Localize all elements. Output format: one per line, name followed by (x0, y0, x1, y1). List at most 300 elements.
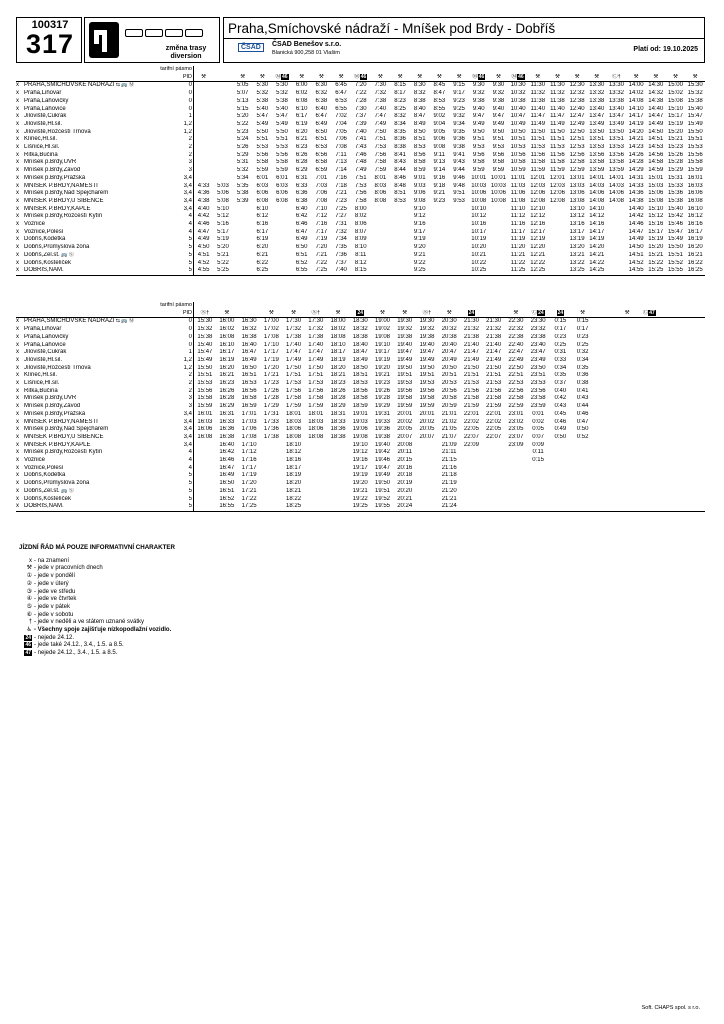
departure-time: 14:38 (648, 97, 664, 104)
trip-note: ⚒ (380, 309, 385, 316)
departure-time: 19:01 (352, 410, 368, 417)
departure-time: 5:22 (236, 120, 249, 127)
departure-time: 7:17 (315, 228, 328, 235)
departure-time: 19:51 (374, 487, 390, 494)
stop-name-label: Jíloviště,Cukrák (24, 113, 67, 120)
departure-time: 4:47 (197, 228, 210, 235)
departure-time (571, 465, 593, 473)
legend-symbol: ⑥ (26, 611, 32, 618)
departure-time: 19:33 (374, 418, 390, 425)
departure-time: 11:49 (530, 120, 546, 127)
departure-time: 6:23 (295, 144, 308, 151)
departure-time: 9:38 (492, 97, 505, 104)
departure-time: 21:53 (486, 380, 502, 387)
departure-time: 8:32 (394, 113, 406, 120)
departure-time (571, 480, 593, 488)
departure-time: 10:56 (510, 151, 526, 158)
departure-time: 15:21 (667, 136, 683, 143)
departure-time: 16:12 (687, 213, 703, 220)
departure-time (505, 496, 527, 504)
departure-time: 8:59 (413, 167, 426, 174)
departure-time (638, 426, 660, 434)
departure-time: 12:19 (530, 236, 546, 243)
departure-time: 9:05 (433, 128, 446, 135)
departure-time (233, 244, 253, 252)
departure-time (194, 442, 216, 450)
departure-time (683, 434, 705, 442)
departure-time: 6:53 (335, 97, 347, 104)
stop-name-label: Mníšek p.Brdy,Rozcestí Kytín (24, 213, 103, 220)
departure-time: 23:40 (530, 341, 546, 348)
departure-time: 18:19 (286, 472, 302, 479)
stop-name-label: MNÍŠEK P.BRDY,KAPLE (24, 441, 91, 448)
departure-time: 8:23 (394, 97, 406, 104)
departure-time: 16:03 (687, 182, 703, 189)
trip-note: Ⓢ† (311, 309, 321, 316)
table-row (16, 403, 705, 411)
departure-time: 9:01 (413, 174, 426, 181)
departure-time: 5:49 (276, 120, 288, 127)
departure-time: 22:07 (463, 433, 479, 440)
departure-time: 17:21 (263, 372, 279, 379)
departure-time: 10:25 (469, 267, 489, 275)
departure-time: 14:08 (589, 197, 605, 204)
table-row (16, 267, 705, 275)
departure-time: 7:25 (335, 205, 347, 212)
departure-time: 17:47 (286, 349, 302, 356)
departure-time: 9:13 (433, 159, 446, 166)
departure-time: 22:32 (508, 326, 524, 333)
departure-time (683, 365, 705, 373)
departure-time: 7:25 (312, 267, 332, 275)
departure-time (616, 419, 638, 427)
departure-time: 0:25 (554, 341, 567, 348)
departure-time (607, 252, 627, 260)
departure-time: 16:03 (197, 418, 213, 425)
departure-time (272, 267, 292, 275)
departure-time: 18:20 (286, 480, 302, 487)
departure-time: 0:31 (554, 349, 567, 356)
departure-time: 16:49 (219, 472, 235, 479)
departure-time (607, 244, 627, 252)
stop-name-label: Jíloviště,Hl.sil. (24, 356, 63, 363)
stop-name (24, 129, 152, 137)
departure-time: 18:51 (352, 372, 368, 379)
departure-time: 5:59 (276, 167, 288, 174)
departure-time (616, 334, 638, 342)
departure-time: 0:15 (549, 318, 571, 326)
departure-time: 7:02 (335, 113, 347, 120)
stop-name (24, 260, 152, 268)
departure-time: 14:06 (608, 190, 624, 197)
request-stop-mark: x (16, 97, 19, 104)
table-row (16, 318, 705, 326)
departure-time: 10:08 (490, 197, 506, 204)
departure-time: 18:38 (352, 333, 368, 340)
departure-time: 19:47 (397, 349, 413, 356)
stop-name (24, 442, 152, 450)
departure-time: 22:01 (463, 410, 479, 417)
departure-time (371, 229, 391, 237)
departure-time: 7:16 (335, 174, 347, 181)
departure-time: 13:03 (569, 182, 585, 189)
departure-time: 13:50 (608, 128, 624, 135)
departure-time: 19:38 (419, 333, 435, 340)
tariff-zone: 5 (152, 252, 194, 260)
departure-time: 5:56 (256, 151, 269, 158)
tariff-zone: 5 (152, 244, 194, 252)
table-row (16, 106, 705, 114)
departure-time (683, 318, 705, 326)
departure-time: 18:03 (286, 418, 302, 425)
departure-time: 19:08 (352, 433, 368, 440)
departure-time (430, 260, 450, 268)
departure-time (260, 442, 282, 450)
departure-time (327, 442, 349, 450)
departure-time: 13:22 (569, 259, 585, 266)
departure-time: 10:50 (510, 128, 526, 135)
departure-time: 0:15 (532, 457, 544, 464)
departure-time (548, 244, 568, 252)
departure-time: 22:07 (486, 433, 502, 440)
departure-time: 9:53 (472, 144, 485, 151)
departure-time (449, 260, 469, 268)
departure-time: 4:51 (197, 251, 210, 258)
departure-time: 18:03 (308, 418, 324, 425)
departure-time: 9:53 (492, 144, 505, 151)
stop-name-label: Mníšek p.Brdy,Pražská (24, 174, 86, 181)
departure-time (390, 229, 410, 237)
tariff-zone: 2 (152, 144, 194, 152)
departure-time: 0:25 (576, 341, 589, 348)
departure-time: 14:03 (608, 182, 624, 189)
departure-time (430, 213, 450, 221)
departure-time: 17:32 (286, 326, 302, 333)
departure-time (638, 449, 660, 457)
stop-name (24, 190, 152, 198)
table-row (16, 442, 705, 450)
departure-time: 20:32 (441, 326, 457, 333)
departure-time: 5:47 (256, 113, 269, 120)
departure-time (460, 480, 482, 488)
departure-time: 6:21 (256, 251, 269, 258)
departure-time (607, 260, 627, 268)
zone-label: tarifní pásmo (152, 66, 194, 74)
tariff-zone: 1 (152, 113, 194, 121)
stop-name (24, 488, 152, 496)
departure-time: 17:38 (263, 433, 279, 440)
departure-time: 7:49 (374, 120, 387, 127)
departure-time: 5:20 (236, 113, 249, 120)
departure-time (660, 326, 682, 334)
departure-time (549, 496, 571, 504)
departure-time: 18:08 (286, 433, 302, 440)
departure-time (371, 213, 391, 221)
departure-time (416, 449, 438, 457)
departure-time: 14:26 (628, 151, 644, 158)
software-credit: Soft. CHAPS spol. s r.o. (641, 1005, 700, 1011)
legend-text: - Všechny spoje zajišťuje nízkopodlažní vozidlo. (34, 627, 172, 634)
table-row (16, 372, 705, 380)
departure-time: 16:21 (687, 251, 703, 258)
departure-time: 5:58 (256, 159, 269, 166)
departure-time: 17:50 (308, 364, 324, 371)
stop-name-label: Voznice (24, 221, 46, 228)
departure-time: 19:55 (371, 503, 393, 511)
departure-time: 19:12 (352, 449, 368, 456)
departure-time: 5:21 (217, 251, 229, 258)
legend-item (19, 612, 419, 620)
departure-time: 14:38 (628, 197, 644, 204)
departure-time: 18:40 (352, 341, 368, 348)
departure-time: 6:47 (315, 113, 328, 120)
departure-time: 5:26 (236, 144, 249, 151)
trip-note: Ⓜ46 (472, 73, 485, 80)
departure-time: 19:51 (419, 372, 435, 379)
departure-time (638, 326, 660, 334)
departure-time (213, 175, 233, 183)
stop-name (24, 503, 152, 511)
departure-time: 21:53 (463, 380, 479, 387)
departure-time: 6:02 (295, 90, 308, 97)
departure-time (683, 457, 705, 465)
trip-note: ⚒ (402, 309, 408, 316)
departure-time: 19:36 (374, 426, 390, 433)
departure-time (213, 113, 233, 121)
departure-time: 21:16 (441, 464, 457, 471)
trip-note: Ⓜ46 (354, 73, 367, 80)
departure-time: 15:20 (667, 128, 683, 135)
departure-time (233, 267, 253, 275)
departure-time: 22:38 (508, 333, 524, 340)
departure-time: 21:15 (441, 457, 457, 464)
departure-time (260, 480, 282, 488)
departure-time: 6:47 (295, 228, 308, 235)
departure-time: 14:50 (648, 128, 664, 135)
departure-time: 14:25 (587, 267, 607, 275)
departure-time: 9:34 (453, 120, 465, 127)
departure-time (594, 419, 616, 427)
departure-time: 20:07 (419, 433, 435, 440)
departure-time: 15:19 (648, 236, 664, 243)
departure-time: 0:02 (532, 418, 544, 425)
departure-time: 21:30 (460, 318, 482, 326)
departure-time: 8:49 (413, 120, 426, 127)
departure-time: 20:50 (441, 364, 457, 371)
departure-time: 18:00 (327, 318, 349, 326)
departure-time: 5:20 (217, 244, 229, 251)
departure-time: 9:03 (413, 182, 426, 189)
departure-time (616, 442, 638, 450)
departure-time: 0:23 (554, 333, 567, 340)
departure-time: 0:50 (554, 433, 567, 440)
departure-time: 16:49 (241, 356, 257, 363)
departure-time: 9:20 (413, 244, 426, 251)
departure-time (683, 503, 705, 511)
departure-time: 15:10 (667, 105, 683, 112)
departure-time: 7:43 (354, 144, 367, 151)
departure-time: 16:10 (687, 205, 703, 212)
departure-time: 22:51 (508, 372, 524, 379)
departure-time: 14:55 (626, 267, 646, 275)
departure-time: 8:43 (394, 159, 406, 166)
departure-time (460, 457, 482, 465)
stop-name-label: Líšnice,Hl.sil. (24, 144, 60, 151)
departure-time: 9:47 (492, 113, 505, 120)
departure-time (616, 426, 638, 434)
departure-time: 7:53 (374, 144, 387, 151)
departure-time: 9:19 (413, 236, 426, 243)
departure-time: 16:33 (219, 418, 235, 425)
departure-time: 13:01 (569, 174, 585, 181)
departure-time (616, 388, 638, 396)
stop-name (24, 82, 152, 90)
departure-time: 18:59 (352, 403, 368, 410)
departure-time: 17:16 (241, 457, 257, 464)
tariff-zone: 0 (152, 98, 194, 106)
departure-time: 18:10 (330, 341, 346, 348)
departure-time (638, 465, 660, 473)
trip-note: ⚒ (672, 73, 678, 80)
departure-time (233, 260, 253, 268)
departure-time: 5:35 (236, 182, 249, 189)
departure-time: 7:12 (315, 213, 328, 220)
departure-time (505, 488, 527, 496)
departure-time (660, 357, 682, 365)
request-stop-mark: x (16, 205, 19, 212)
departure-time: 11:01 (510, 174, 526, 181)
departure-time: 13:21 (569, 251, 585, 258)
departure-time: 17:31 (263, 410, 279, 417)
departure-time (371, 236, 391, 244)
departure-time (430, 221, 450, 229)
request-stop-mark: x (16, 259, 19, 266)
departure-time (683, 342, 705, 350)
departure-time: 14:00 (626, 82, 646, 90)
departure-time: 15:02 (667, 90, 683, 97)
departure-time: 19:59 (419, 403, 435, 410)
departure-time: 0:07 (532, 433, 544, 440)
stop-name (24, 472, 152, 480)
departure-time: 7:50 (374, 128, 387, 135)
table-row (16, 326, 705, 334)
departure-time: 7:46 (354, 151, 367, 158)
departure-time: 11:40 (530, 105, 546, 112)
departure-time: 8:38 (413, 97, 426, 104)
stop-name-label: Voznice,Polesí (24, 228, 64, 235)
departure-time (660, 419, 682, 427)
departure-time: 6:56 (315, 151, 328, 158)
departure-time: 6:20 (256, 244, 269, 251)
tariff-zone: 0 (152, 334, 194, 342)
departure-time: 13:51 (589, 136, 605, 143)
operator-name: ČSAD Benešov s.r.o. (272, 41, 342, 48)
request-stop-mark: x (16, 372, 19, 379)
legend-text: - jede ve středu (34, 588, 76, 595)
tariff-zone: 3,4 (152, 434, 194, 442)
departure-time (660, 342, 682, 350)
departure-time: 22:50 (508, 364, 524, 371)
departure-time: 9:06 (433, 136, 446, 143)
departure-time (483, 472, 505, 480)
departure-time: 14:02 (628, 90, 644, 97)
departure-time (616, 411, 638, 419)
departure-time: 12:51 (569, 136, 585, 143)
departure-time: 19:49 (374, 472, 390, 479)
departure-time (527, 480, 549, 488)
departure-time: 5:58 (276, 159, 288, 166)
departure-time: 15:22 (648, 259, 664, 266)
departure-time: 17:58 (286, 395, 302, 402)
departure-time: 13:53 (608, 144, 624, 151)
departure-time (594, 403, 616, 411)
request-stop-mark: x (16, 120, 19, 127)
request-stop-mark: x (16, 236, 19, 243)
departure-time: 13:25 (567, 267, 587, 275)
departure-time: 9:53 (453, 197, 465, 204)
legend-text: - nejede 24.12. (34, 634, 75, 641)
stop-name-label: Jíloviště,Hl.sil. (24, 120, 63, 127)
departure-time: 15:23 (667, 144, 683, 151)
departure-time: 16:53 (241, 380, 257, 387)
license-number: 100317 (31, 19, 69, 31)
request-stop-mark: x (16, 136, 19, 143)
departure-time: 13:32 (589, 90, 605, 97)
departure-time: 0:11 (532, 449, 544, 456)
departure-time: 20:01 (397, 410, 413, 417)
departure-time: 8:30 (410, 82, 430, 90)
departure-time: 0:52 (576, 433, 589, 440)
departure-time: 15:55 (666, 267, 686, 275)
departure-time: 12:08 (530, 197, 546, 204)
departure-time: 19:42 (374, 449, 390, 456)
departure-time: 9:59 (492, 167, 505, 174)
departure-time: 19:32 (419, 326, 435, 333)
table-row (16, 144, 705, 152)
departure-time: 6:51 (295, 251, 308, 258)
departure-time: 8:51 (394, 190, 406, 197)
departure-time (483, 503, 505, 511)
departure-time: 11:58 (530, 159, 546, 166)
departure-time: 21:59 (486, 403, 502, 410)
departure-time (272, 236, 292, 244)
departure-time: 12:58 (569, 159, 585, 166)
departure-time: 19:40 (397, 341, 413, 348)
tariff-zone: 3 (152, 159, 194, 167)
departure-time: 15:25 (646, 267, 666, 275)
departure-time: 9:32 (472, 90, 485, 97)
departure-time (483, 465, 505, 473)
departure-time: 4:52 (197, 259, 210, 266)
tariff-zone: 4 (152, 221, 194, 229)
departure-time (460, 449, 482, 457)
table-row (16, 236, 705, 244)
departure-time: 15:53 (197, 380, 213, 387)
departure-time: 15:58 (687, 159, 703, 166)
trip-note (238, 310, 260, 318)
departure-time (327, 488, 349, 496)
departure-time: 19:30 (394, 318, 416, 326)
departure-time (430, 206, 450, 214)
departure-time: 22:40 (508, 341, 524, 348)
departure-time: 19:47 (374, 464, 390, 471)
departure-time: 6:50 (295, 244, 308, 251)
departure-time: 22:53 (508, 380, 524, 387)
departure-time: 18:17 (286, 464, 302, 471)
departure-time: 5:10 (217, 205, 229, 212)
table-row (16, 434, 705, 442)
stop-name (24, 411, 152, 419)
